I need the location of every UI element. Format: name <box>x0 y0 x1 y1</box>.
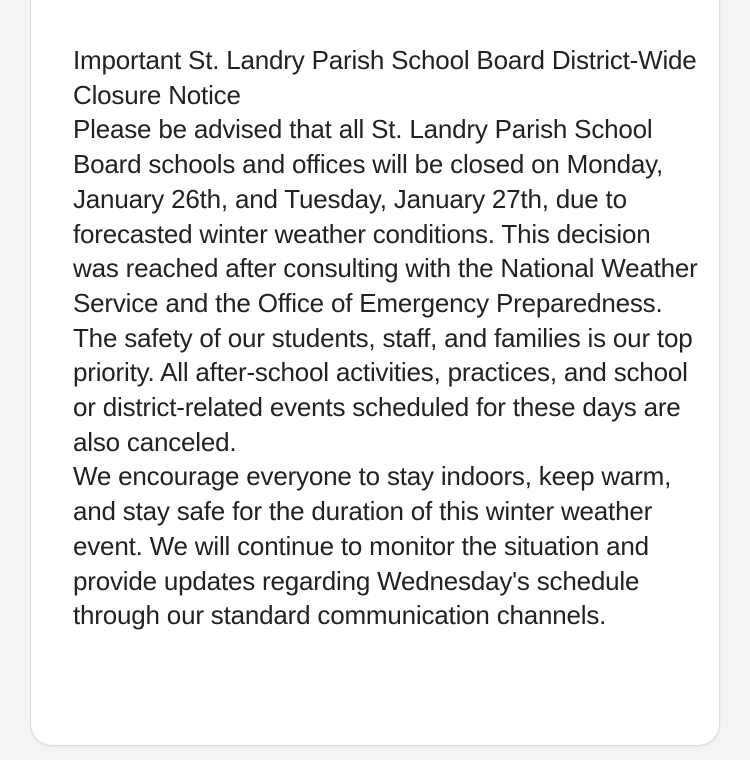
notice-body <box>73 43 698 633</box>
notice-paragraph-encouragement: We encourage everyone to stay indoors, keep warm, and stay safe for the duration of this winter weather event. We will continue to monitor the situation and provide updates regarding Wednesday's schedule through our standard communication channels. <box>73 461 672 631</box>
notice-paragraph-safety: The safety of our students, staff, and families is our top priority. All after-school activities, practices, and school or district-related events scheduled for these days are also canceled. <box>73 322 693 457</box>
notice-paragraph-closure: Please be advised that all St. Landry Parish School Board schools and offices will be closed on Monday, January 26th, and Tuesday, January 27th, due to forecasted winter weather conditions. This decision was reached after consulting with the National Weather Service and the Office of Emergency Preparedness. <box>73 114 698 318</box>
notice-title: Important St. Landry Parish School Board District-Wide Closure Notice <box>73 45 697 110</box>
notice-card <box>30 0 720 746</box>
